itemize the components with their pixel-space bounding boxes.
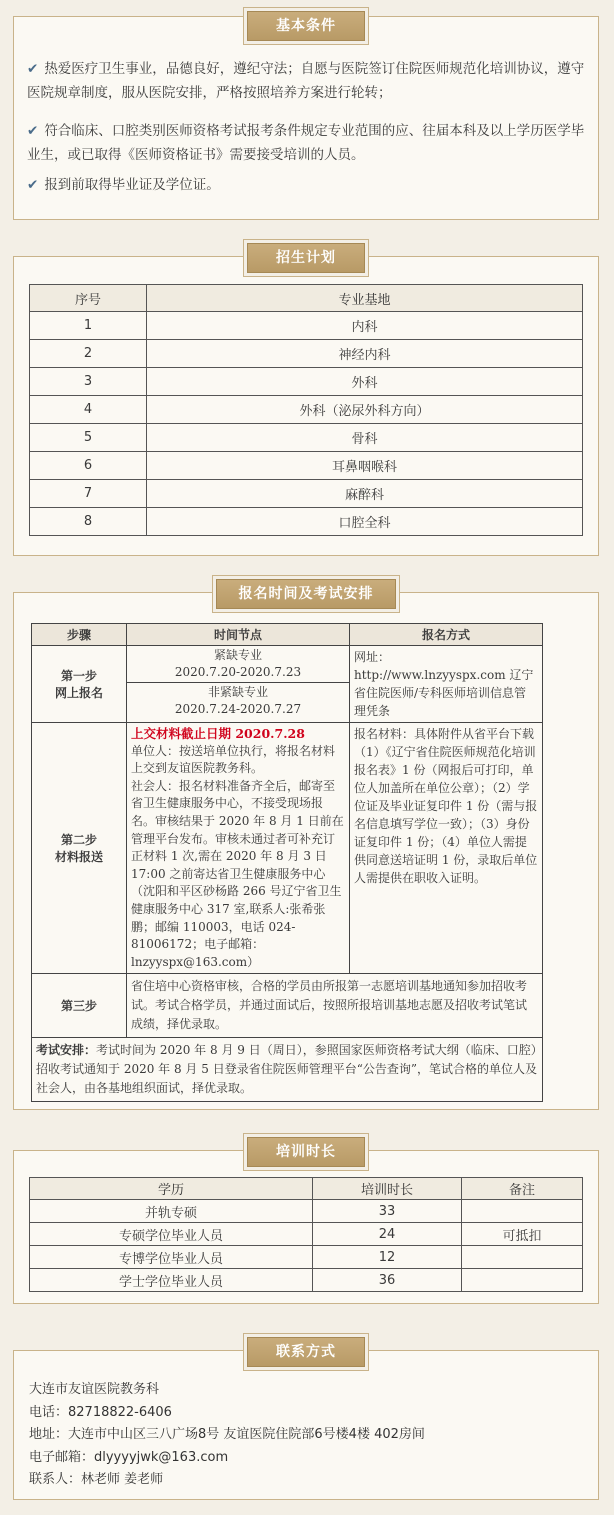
check-icon: ✔ [27,123,39,139]
table-row [32,646,543,723]
table-cell: 33 [313,1200,462,1223]
step-name: 第一步 网上报名 [32,646,127,723]
condition-item [27,119,587,167]
table-cell: 口腔全科 [147,508,583,536]
table-cell [462,1269,583,1292]
table-row [30,368,583,396]
table-cell: 外科 [147,368,583,396]
step3-text: 省住培中心资格审核，合格的学员由所报第一志愿培训基地通知参加招收考试。考试合格学员，并通过面试后，按照所报培训基地志愿及招收考试笔试成绩，择优录取。 [127,974,543,1038]
table-row [30,312,583,340]
section-title-duration: 培训时长 [247,1137,365,1167]
table-cell: 12 [313,1246,462,1269]
table-cell: 4 [30,396,147,424]
exam-arrangement [32,1038,543,1102]
materials-cell [127,723,350,974]
method-cell: 网址：http://www.lnzyyspx.com 辽宁省住院医师/专科医师培训信息管理凭条 [350,646,543,723]
step-name: 第三步 [32,974,127,1038]
table-cell: 2 [30,340,147,368]
table-row [30,424,583,452]
table-cell: 7 [30,480,147,508]
table-cell: 6 [30,452,147,480]
section-title-registration: 报名时间及考试安排 [216,579,396,609]
table-header: 培训时长 [313,1178,462,1200]
condition-item [27,173,587,197]
table-row [30,452,583,480]
table-row [30,480,583,508]
contact-section [13,1344,599,1500]
contact-org: 大连市友谊医院教务科 [29,1382,160,1397]
table-cell [462,1200,583,1223]
table-cell: 可抵扣 [462,1223,583,1246]
table-row [30,1269,583,1292]
table-cell: 8 [30,508,147,536]
section-title-contact: 联系方式 [247,1337,365,1367]
training-duration-table [29,1177,583,1292]
enrollment-plan-table [29,284,583,536]
table-header: 报名方式 [350,624,543,646]
section-title-basic: 基本条件 [247,11,365,41]
registration-section [13,586,599,1110]
table-row [32,723,543,974]
table-cell: 学士学位毕业人员 [30,1269,313,1292]
table-row [32,974,543,1038]
unit-person-text: 单位人：按送培单位执行，将报名材料上交到友谊医院教务科。 [131,743,336,776]
table-cell: 专博学位毕业人员 [30,1246,313,1269]
table-cell: 神经内科 [147,340,583,368]
condition-item [27,57,587,105]
contact-person: 联系人：林老师 姜老师 [29,1472,164,1487]
table-cell: 骨科 [147,424,583,452]
table-row [30,1223,583,1246]
table-cell: 5 [30,424,147,452]
table-row [30,396,583,424]
table-cell: 麻醉科 [147,480,583,508]
table-cell: 专硕学位毕业人员 [30,1223,313,1246]
table-row [30,340,583,368]
contact-address: 地址：大连市中山区三八广场8号 友谊医院住院部6号楼4楼 402房间 [29,1427,425,1442]
time-date: 2020.7.24-2020.7.27 [174,702,302,716]
condition-text: 报到前取得毕业证及学位证。 [44,177,220,193]
table-row [32,1038,543,1102]
registration-table [31,623,543,1102]
method-cell: 报名材料：具体附件从省平台下载（1）《辽宁省住院医师规范化培训报名表》1 份（网报后可打印，单位人加盖所在单位公章）；（2）学位证及毕业证复印件 1 份（需与报名信息填写学位一致）；（3）身份证复印件 1 份；（4）单位人需提供同意送培证明 1 份，录取后单位人需提供在职收入证明。 [350,723,543,974]
table-cell: 并轨专硕 [30,1200,313,1223]
table-cell: 1 [30,312,147,340]
table-header: 时间节点 [127,624,350,646]
table-header: 学历 [30,1178,313,1200]
condition-text: 符合临床、口腔类别医师资格考试报考条件规定专业范围的应、往届本科及以上学历医学毕业生，或已取得《医师资格证书》需要接受培训的人员。 [27,123,585,163]
step-name: 第二步 材料报送 [32,723,127,974]
condition-text: 热爱医疗卫生事业，品德良好，遵纪守法；自愿与医院签订住院医师规范化培训协议，遵守医院规章制度，服从医院安排，严格按照培养方案进行轮转； [27,61,585,101]
exam-label: 考试安排： [36,1043,97,1058]
table-header: 步骤 [32,624,127,646]
table-cell: 24 [313,1223,462,1246]
table-cell: 外科（泌尿外科方向） [147,396,583,424]
check-icon: ✔ [27,61,39,77]
contact-info [29,1379,425,1492]
contact-phone: 电话：82718822-6406 [29,1404,172,1420]
table-cell: 内科 [147,312,583,340]
table-row [30,1246,583,1269]
table-cell [462,1246,583,1269]
table-cell: 耳鼻咽喉科 [147,452,583,480]
table-header: 专业基地 [147,285,583,312]
exam-text: 考试时间为 2020 年 8 月 9 日（周日），参照国家医师资格考试大纲（临床、口腔）招收考试通知于 2020 年 8 月 5 日登录省住院医师管理平台“公告查询”，笔试合格的单位人及社会人，由各基地组织面试，择优录取。 [36,1043,537,1096]
enrollment-plan-section [13,250,599,556]
time-date: 2020.7.20-2020.7.23 [174,665,302,679]
table-cell: 3 [30,368,147,396]
deadline-text: 上交材料截止日期 2020.7.28 [131,726,305,741]
time-label: 紧缺专业 [213,648,262,662]
time-node-cell [127,646,350,723]
basic-conditions-section [13,16,599,220]
check-icon: ✔ [27,177,39,193]
table-cell: 36 [313,1269,462,1292]
table-row [30,1200,583,1223]
table-header: 备注 [462,1178,583,1200]
section-title-plan: 招生计划 [247,243,365,273]
social-person-text: 社会人：报名材料准备齐全后，邮寄至省卫生健康服务中心，不接受现场报名。审核结果于 2020 年 8 月 1 日前在管理平台发布。审核未通过者可补充订正材料 1 次,需在 2020 年 8 月 3 日 17:00 之前寄达省卫生健康服务中心（沈阳和平区砂杨路 266 号辽宁省卫生健康服务中心 317 室,联系人:张希张鹏；邮编 110003，电话 024-81006172；电子邮箱：lnzyyspx@163.com） [131,778,344,969]
table-header: 序号 [30,285,147,312]
contact-email: 电子邮箱：dlyyyyjwk@163.com [29,1449,229,1465]
table-row [30,508,583,536]
training-duration-section [13,1144,599,1304]
time-label: 非紧缺专业 [207,685,268,699]
